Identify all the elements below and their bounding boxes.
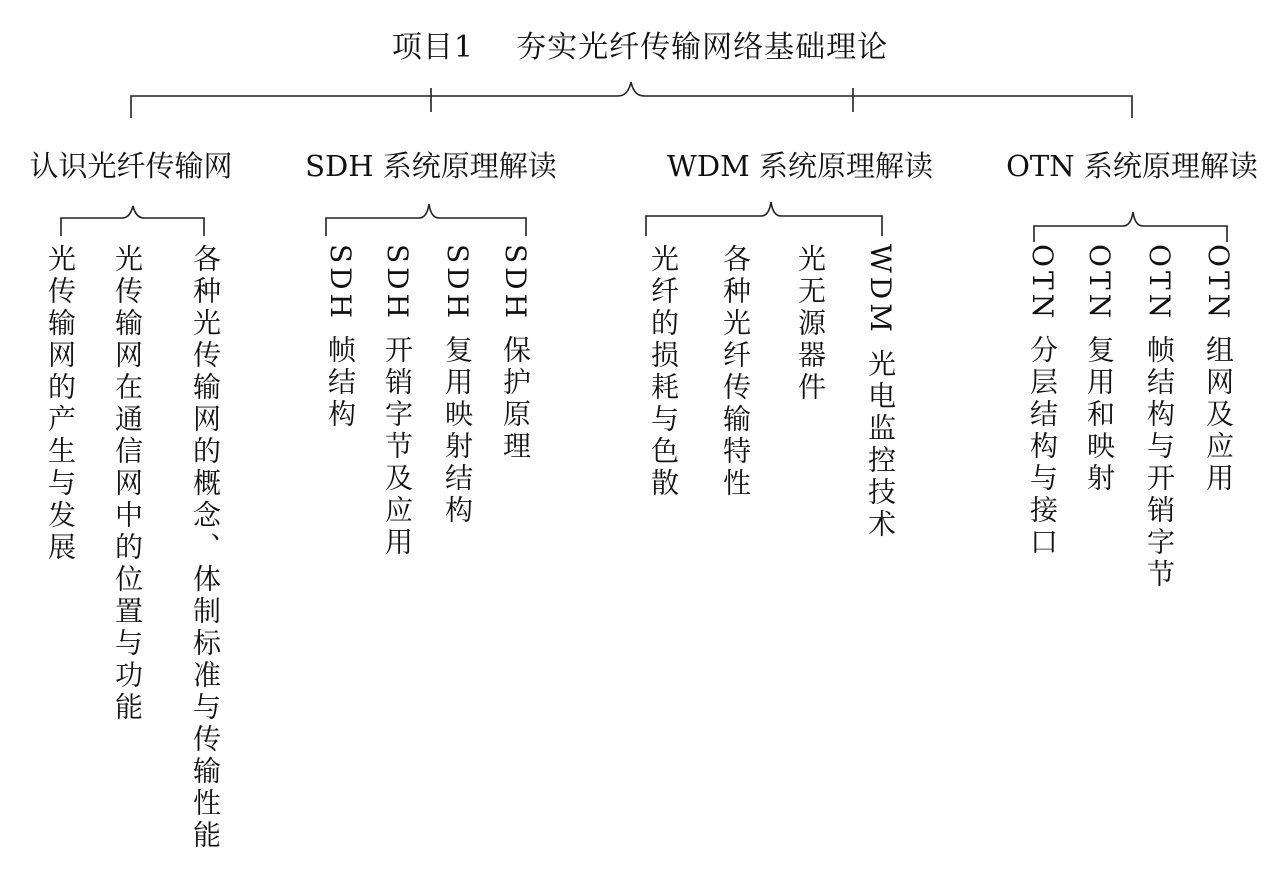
branch-label-otn: OTN 系统原理解读 bbox=[1006, 149, 1258, 183]
branch-4-bracket bbox=[1034, 212, 1227, 242]
leaf-item: OTN 组网及应用 bbox=[1202, 244, 1235, 496]
branch-2-bracket bbox=[326, 204, 526, 236]
leaf-item: 光无源器件 bbox=[794, 244, 827, 404]
branch-label-sdh: SDH 系统原理解读 bbox=[305, 149, 557, 183]
leaf-item: OTN 帧结构与开销字节 bbox=[1143, 244, 1176, 592]
leaf-item: OTN 分层结构与接口 bbox=[1026, 244, 1059, 560]
branch-3-bracket bbox=[646, 202, 882, 236]
leaf-item: WDM 光电监控技术 bbox=[864, 244, 897, 541]
leaf-item: 各种光传输网的概念、体制标准与传输性能 bbox=[189, 244, 222, 852]
leaf-item: SDH 保护原理 bbox=[499, 244, 532, 463]
leaf-item: 各种光纤传输特性 bbox=[719, 244, 752, 500]
leaf-item: SDH 帧结构 bbox=[324, 244, 357, 431]
leaf-item: OTN 复用和映射 bbox=[1083, 244, 1116, 496]
diagram-title: 项目1 夯实光纤传输网络基础理论 bbox=[391, 30, 889, 65]
branch-1-bracket bbox=[61, 206, 204, 236]
leaf-item: 光传输网的产生与发展 bbox=[44, 244, 77, 564]
leaf-item: 光传输网在通信网中的位置与功能 bbox=[111, 244, 144, 724]
leaf-item: SDH 开销字节及应用 bbox=[381, 244, 414, 559]
root-bracket bbox=[131, 82, 1132, 118]
branch-label-wdm: WDM 系统原理解读 bbox=[667, 149, 933, 183]
branch-label-fiber-network: 认识光纤传输网 bbox=[29, 149, 233, 183]
leaf-item: 光纤的损耗与色散 bbox=[647, 244, 680, 500]
leaf-item: SDH 复用映射结构 bbox=[441, 244, 474, 527]
